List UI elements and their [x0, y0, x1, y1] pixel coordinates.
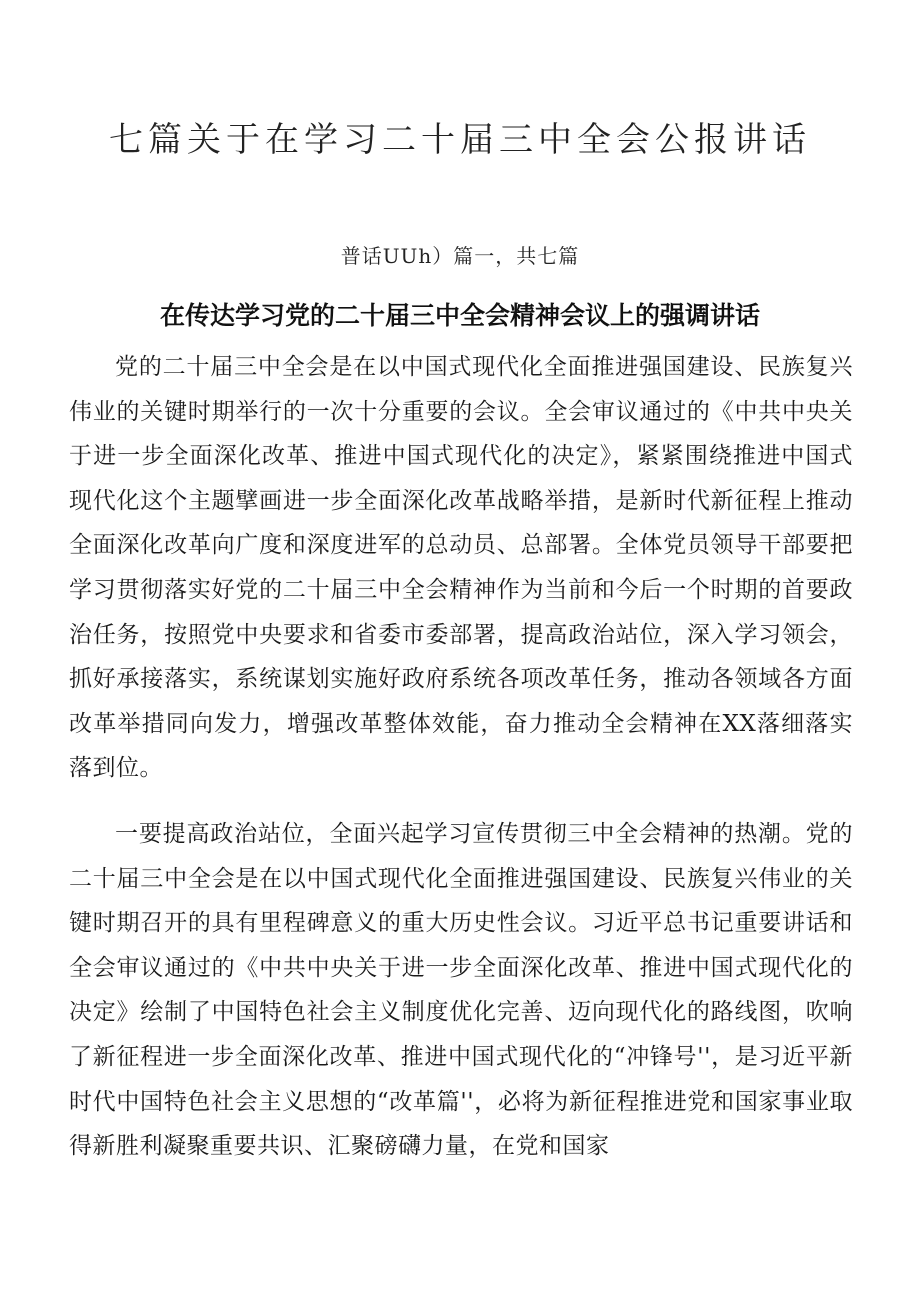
- body-paragraph-1: 党的二十届三中全会是在以中国式现代化全面推进强国建设、民族复兴伟业的关键时期举行的一次十分重要的会议。全会审议通过的《中共中央关于进一步全面深化改革、推进中国式现代化的决定》，紧紧围绕推进中国式现代化这个主题擘画进一步全面深化改革战略举措，是新时代新征程上推动全面深化改革向广度和深度进军的总动员、总部署。全体党员领导干部要把学习贯彻落实好党的二十届三中全会精神作为当前和今后一个时期的首要政治任务，按照党中央要求和省委市委部署，提高政治站位，深入学习领会，抓好承接落实，系统谋划实施好政府系统各项改革任务，推动各领域各方面改革举措同向发力，增强改革整体效能，奋力推动全会精神在XX落细落实落到位。: [69, 354, 853, 782]
- document-subtitle: 普话UUh）篇一，共七篇: [340, 244, 580, 268]
- body-paragraph-2: 一要提高政治站位，全面兴起学习宣传贯彻三中全会精神的热潮。党的二十届三中全会是在以中国式现代化全面推进强国建设、民族复兴伟业的关键时期召开的具有里程碑意义的重大历史性会议。习近平总书记重要讲话和全会审议通过的《中共中央关于进一步全面深化改革、推进中国式现代化的决定》绘制了中国特色社会主义制度优化完善、迈向现代化的路线图，吹响了新征程进一步全面深化改革、推进中国式现代化的“冲锋号''，是习近平新时代中国特色社会主义思想的“改革篇''，必将为新征程推进党和国家事业取得新胜利凝聚重要共识、汇聚磅礴力量，在党和国家: [69, 821, 853, 1160]
- speech-title: 在传达学习党的二十届三中全会精神会议上的强调讲话: [159, 301, 760, 330]
- document-title: 七篇关于在学习二十届三中全会公报讲话: [109, 120, 811, 160]
